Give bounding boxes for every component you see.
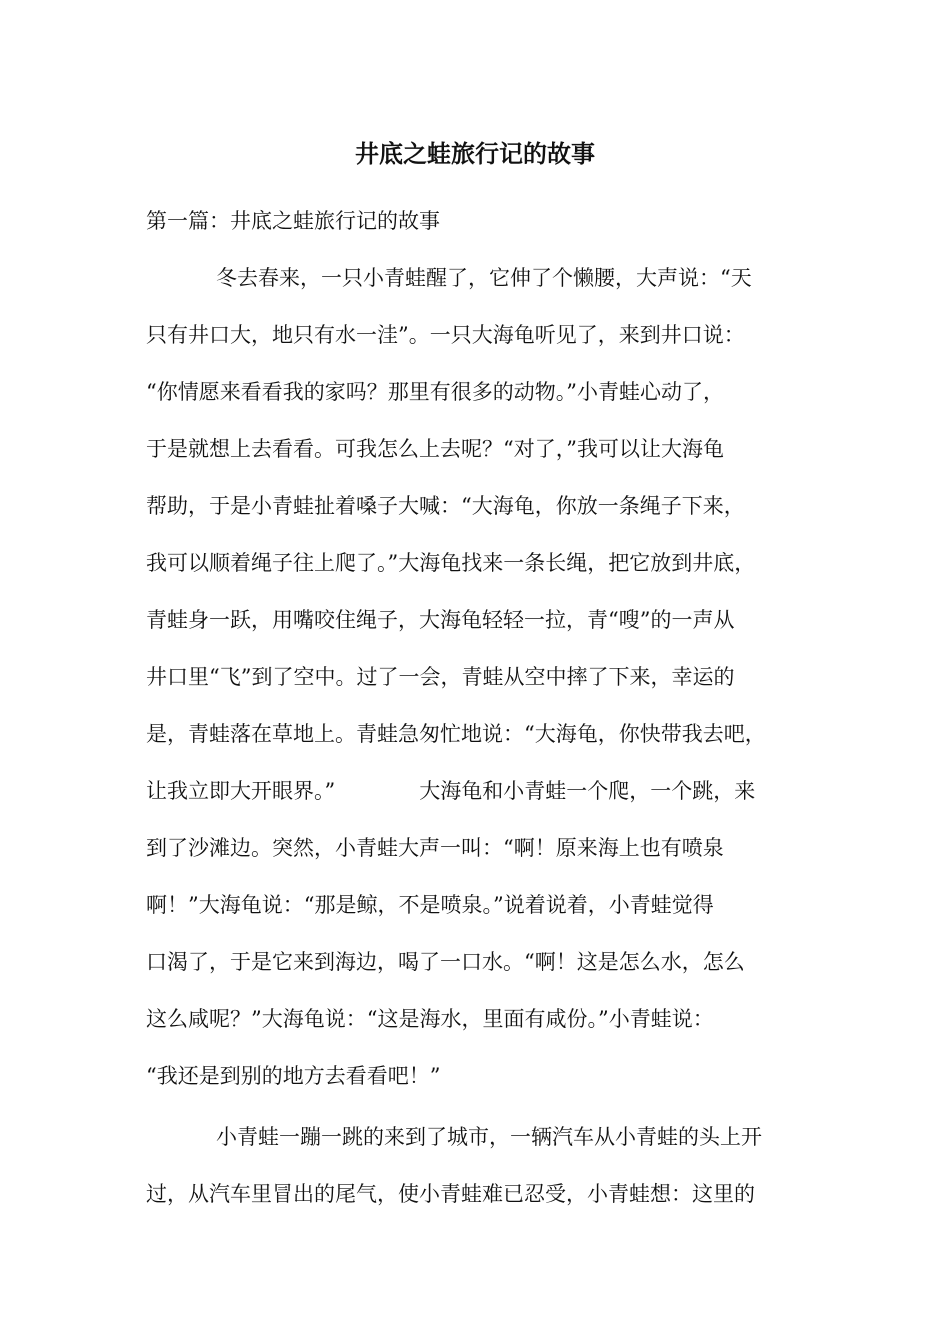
section-heading: 第一篇：井底之蛙旅行记的故事	[146, 209, 440, 233]
paragraph-line: 青蛙身一跃，用嘴咬住绳子，大海龟轻轻一拉，青“嗖”的一声从	[146, 608, 735, 632]
paragraph-line: 帮助，于是小青蛙扯着嗓子大喊：“大海龟，你放一条绳子下来，	[146, 494, 745, 518]
paragraph-line: 井口里“飞”到了空中。过了一会，青蛙从空中摔了下来，幸运的	[146, 665, 735, 689]
paragraph-line: 冬去春来，一只小青蛙醒了，它伸了个懒腰，大声说：“天	[216, 266, 752, 290]
paragraph-line: 让我立即大开眼界。” 大海龟和小青蛙一个爬，一个跳，来	[146, 779, 756, 803]
paragraph-line: 于是就想上去看看。可我怎么上去呢？“对了，”我可以让大海龟	[146, 437, 724, 461]
paragraph-line: 小青蛙一蹦一跳的来到了城市，一辆汽车从小青蛙的头上开	[216, 1125, 762, 1149]
paragraph-line: 我可以顺着绳子往上爬了。”大海龟找来一条长绳，把它放到井底，	[146, 551, 756, 575]
paragraph-line: 这么咸呢？”大海龟说：“这是海水，里面有咸份。”小青蛙说：	[146, 1007, 714, 1031]
paragraph-line: 啊！”大海龟说：“那是鲸，不是喷泉。”说着说着，小青蛙觉得	[146, 893, 714, 917]
paragraph-line: 口渴了，于是它来到海边，喝了一口水。“啊！这是怎么水，怎么	[146, 950, 745, 974]
paragraph-line: 只有井口大，地只有水一洼”。一只大海龟听见了，来到井口说：	[146, 323, 745, 347]
paragraph-line: “我还是到别的地方去看看吧！”	[146, 1064, 441, 1088]
paragraph-line: “你情愿来看看我的家吗？那里有很多的动物。”小青蛙心动了，	[146, 380, 724, 404]
paragraph-line: 过，从汽车里冒出的尾气，使小青蛙难已忍受，小青蛙想：这里的	[146, 1182, 755, 1206]
document-title: 井底之蛙旅行记的故事	[355, 139, 595, 168]
paragraph-line: 到了沙滩边。突然，小青蛙大声一叫：“啊！原来海上也有喷泉	[146, 836, 724, 860]
paragraph-line: 是，青蛙落在草地上。青蛙急匆忙地说：“大海龟，你快带我去吧，	[146, 722, 766, 746]
